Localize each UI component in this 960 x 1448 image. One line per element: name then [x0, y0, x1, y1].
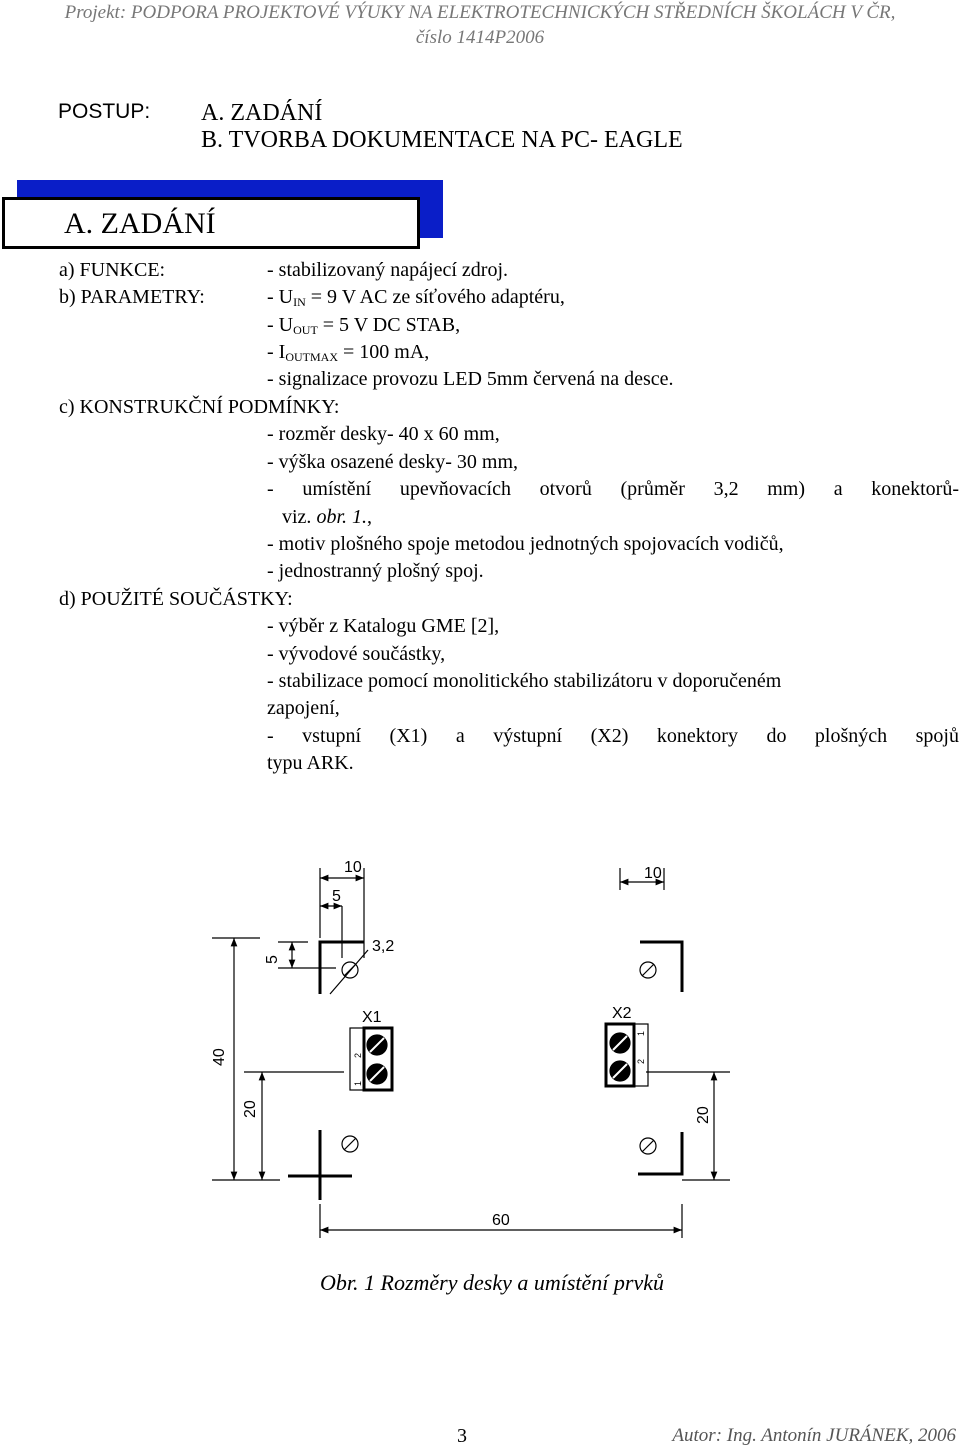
konstrukce-line-5: - motiv plošného spoje metodou jednotných spojovacích vodičů, [267, 533, 784, 555]
param-iout: - $I_{OUTMAX} = 100$ mA, [267, 341, 430, 364]
label-x2: X2 [612, 1005, 632, 1022]
dim-20-right: 20 [695, 1106, 712, 1124]
soucastky-line-2: - vývodové součástky, [267, 643, 446, 665]
funkce-label: a) FUNKCE: [59, 259, 166, 281]
konstrukce-line-6: - jednostranný plošný spoj. [267, 560, 484, 582]
dim-10-right: 10 [644, 865, 662, 882]
soucastky-line-4: zapojení, [267, 697, 340, 719]
author-footer: Autor: Ing. Antonín JURÁNEK, 2006 [672, 1425, 956, 1446]
soucastky-label: d) POUŽITÉ SOUČÁSTKY: [59, 588, 293, 610]
dim-10-left: 10 [344, 859, 362, 876]
page-number: 3 [457, 1425, 467, 1447]
funkce-value: - stabilizovaný napájecí zdroj. [267, 259, 509, 281]
x2-pin-1: 1 [636, 1030, 646, 1036]
figure-caption: Obr. 1 Rozměry desky a umístění prvků [320, 1270, 664, 1295]
konstrukce-line-2: - výška osazené desky- 30 mm, [267, 451, 519, 473]
soucastky-line-1: - výběr z Katalogu GME [2], [267, 615, 500, 637]
dim-5-left: 5 [264, 955, 281, 964]
konstrukce-line-4: viz. obr. 1., [282, 506, 373, 528]
project-header: Projekt: PODPORA PROJEKTOVÉ VÝUKY NA ELEKTROTECHNICKÝCH STŘEDNÍCH ŠKOLÁCH V ČR, [64, 2, 896, 23]
postup-label: POSTUP: [58, 100, 151, 123]
label-x1: X1 [362, 1009, 382, 1026]
konstrukce-line-1: - rozměr desky- 40 x 60 mm, [267, 423, 500, 445]
param-uin: - $U_{IN} = 9$ V AC ze síťového adaptéru, [267, 286, 565, 309]
dim-60: 60 [492, 1212, 510, 1229]
konstrukce-line-3: - umístění upevňovacích otvorů (průměr 3,2 mm) a konektorů- [267, 478, 959, 500]
connector-x1 [350, 1028, 392, 1090]
soucastky-line-6: typu ARK. [267, 752, 354, 774]
dim-40: 40 [211, 1048, 228, 1066]
x2-pin-2: 2 [636, 1058, 646, 1064]
dim-20-left: 20 [242, 1100, 259, 1118]
parametry-label: b) PARAMETRY: [59, 286, 205, 308]
postup-item-b: B. TVORBA DOKUMENTACE NA PC- EAGLE [201, 127, 683, 153]
konstrukce-label: c) KONSTRUKČNÍ PODMÍNKY: [59, 396, 340, 418]
section-title: A. ZADÁNÍ [64, 207, 216, 240]
param-uout: - $U_{OUT} = 5$ V DC STAB, [267, 314, 461, 337]
x1-pin-2: 2 [353, 1052, 363, 1058]
dim-5-top: 5 [332, 888, 341, 905]
project-number: číslo 1414P2006 [415, 27, 545, 48]
dim-3-2: 3,2 [372, 938, 395, 955]
x1-pin-1: 1 [353, 1080, 363, 1086]
param-led: - signalizace provozu LED 5mm červená na desce. [267, 368, 674, 390]
soucastky-line-3: - stabilizace pomocí monolitického stabilizátoru v doporučeném [267, 670, 782, 692]
soucastky-line-5: - vstupní (X1) a výstupní (X2) konektory do plošných spojů [267, 725, 959, 747]
postup-item-a: A. ZADÁNÍ [201, 100, 323, 126]
